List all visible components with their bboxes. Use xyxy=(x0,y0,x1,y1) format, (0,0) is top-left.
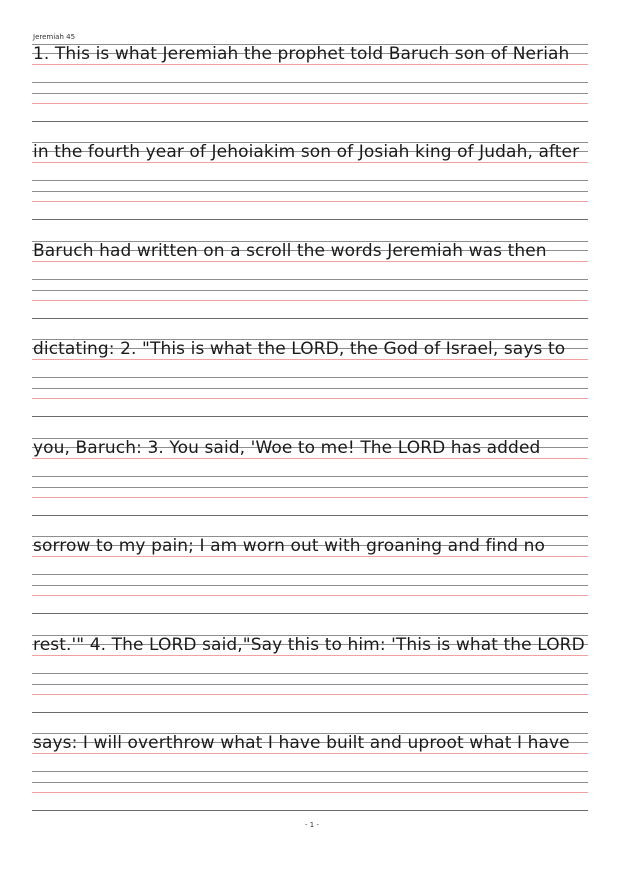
writing-block xyxy=(32,635,588,715)
baseline-guide xyxy=(32,261,588,262)
guide-line xyxy=(32,318,588,319)
baseline-guide xyxy=(32,201,588,202)
baseline-guide xyxy=(32,497,588,498)
guide-line xyxy=(32,180,588,181)
writing-block xyxy=(32,733,588,813)
guide-line xyxy=(32,476,588,477)
guide-line xyxy=(32,771,588,772)
writing-block xyxy=(32,44,588,124)
text-line: dictating: 2. "This is what the LORD, the God of Israel, says to xyxy=(33,339,566,359)
text-line: you, Baruch: 3. You said, 'Woe to me! The LORD has added xyxy=(33,438,541,458)
baseline-guide xyxy=(32,359,588,360)
writing-block xyxy=(32,339,588,419)
guide-line xyxy=(32,613,588,614)
guide-line xyxy=(32,684,588,685)
text-line: Baruch had written on a scroll the words Jeremiah was then xyxy=(33,241,547,261)
text-line: in the fourth year of Jehoiakim son of Josiah king of Judah, after xyxy=(33,142,580,162)
text-line: 1. This is what Jeremiah the prophet told Baruch son of Neriah xyxy=(33,44,570,64)
guide-line xyxy=(32,121,588,122)
text-line: sorrow to my pain; I am worn out with groaning and find no xyxy=(33,536,546,556)
baseline-guide xyxy=(32,162,588,163)
baseline-guide xyxy=(32,64,588,65)
guide-line xyxy=(32,416,588,417)
guide-line xyxy=(32,191,588,192)
writing-block xyxy=(32,438,588,518)
guide-line xyxy=(32,585,588,586)
baseline-guide xyxy=(32,595,588,596)
guide-line xyxy=(32,377,588,378)
guide-line xyxy=(32,810,588,811)
guide-line xyxy=(32,782,588,783)
guide-line xyxy=(32,673,588,674)
page-number: - 1 - xyxy=(305,821,319,829)
baseline-guide xyxy=(32,655,588,656)
guide-line xyxy=(32,515,588,516)
guide-line xyxy=(32,487,588,488)
page-header: Jeremiah 45 xyxy=(33,33,76,41)
guide-line xyxy=(32,93,588,94)
writing-block xyxy=(32,241,588,321)
baseline-guide xyxy=(32,792,588,793)
baseline-guide xyxy=(32,103,588,104)
baseline-guide xyxy=(32,458,588,459)
baseline-guide xyxy=(32,753,588,754)
guide-line xyxy=(32,290,588,291)
guide-line xyxy=(32,219,588,220)
baseline-guide xyxy=(32,694,588,695)
text-line: says: I will overthrow what I have built and uproot what I have xyxy=(33,733,570,753)
writing-block xyxy=(32,536,588,616)
writing-block xyxy=(32,142,588,222)
baseline-guide xyxy=(32,556,588,557)
baseline-guide xyxy=(32,300,588,301)
guide-line xyxy=(32,388,588,389)
guide-line xyxy=(32,82,588,83)
baseline-guide xyxy=(32,398,588,399)
guide-line xyxy=(32,279,588,280)
guide-line xyxy=(32,712,588,713)
text-line: rest.'" 4. The LORD said,"Say this to him: 'This is what the LORD xyxy=(33,635,585,655)
guide-line xyxy=(32,574,588,575)
